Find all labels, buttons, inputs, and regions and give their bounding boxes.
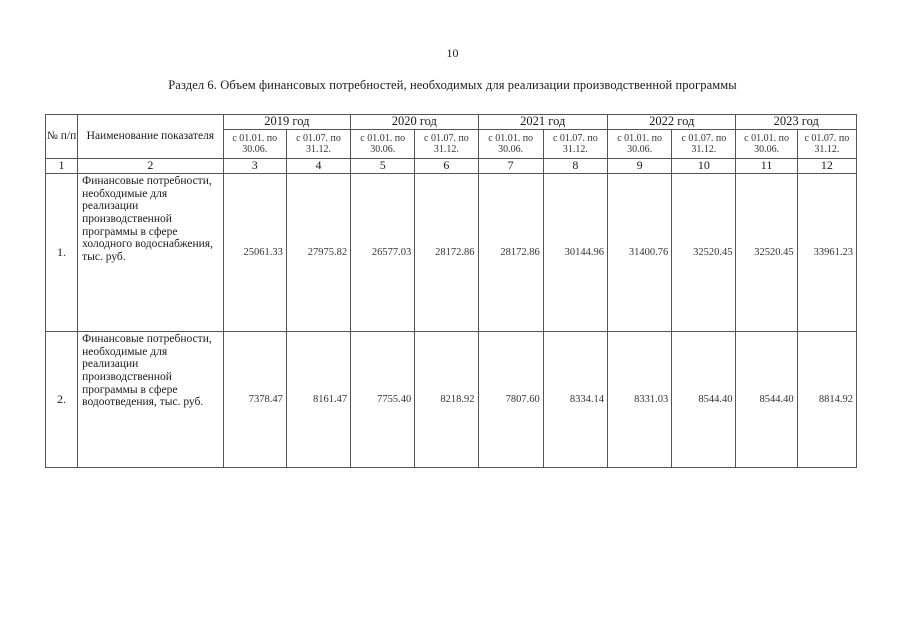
column-index: 2 <box>78 159 224 174</box>
value-cell: 28172.86 <box>478 174 543 332</box>
table-row <box>46 174 857 332</box>
value-cell: 8814.92 <box>797 332 856 468</box>
column-index: 7 <box>478 159 543 174</box>
value-cell: 7807.60 <box>478 332 543 468</box>
value-cell: 8161.47 <box>286 332 350 468</box>
header-period: с 01.01. по 30.06. <box>223 130 286 159</box>
value-cell: 32520.45 <box>672 174 736 332</box>
column-index: 10 <box>672 159 736 174</box>
value-cell: 27975.82 <box>286 174 350 332</box>
indicator-name: Финансовые потребности, необходимые для реализации производственной программы в сфере водоотведения, тыс. руб. <box>78 332 224 468</box>
header-period: с 01.01. по 30.06. <box>608 130 672 159</box>
column-index: 4 <box>286 159 350 174</box>
header-year: 2022 год <box>608 115 736 130</box>
value-cell: 8544.40 <box>736 332 797 468</box>
value-cell: 31400.76 <box>608 174 672 332</box>
column-index: 8 <box>543 159 607 174</box>
column-index: 9 <box>608 159 672 174</box>
column-index-row <box>46 159 857 174</box>
row-number: 2. <box>46 332 78 468</box>
header-row-years <box>46 115 857 130</box>
page-number: 10 <box>446 46 459 60</box>
header-year: 2023 год <box>736 115 857 130</box>
header-period: с 01.07. по 31.12. <box>543 130 607 159</box>
column-index: 5 <box>351 159 415 174</box>
column-index: 12 <box>797 159 856 174</box>
header-year: 2020 год <box>351 115 478 130</box>
header-indicator-name: Наименование показателя <box>78 115 224 159</box>
indicator-name: Финансовые потребности, необходимые для реализации производственной программы в сфере холодного водоснабжения, тыс. руб. <box>78 174 224 332</box>
header-period: с 01.07. по 31.12. <box>797 130 856 159</box>
value-cell: 7755.40 <box>351 332 415 468</box>
header-year: 2019 год <box>223 115 350 130</box>
header-year: 2021 год <box>478 115 607 130</box>
table-row <box>46 332 857 468</box>
value-cell: 32520.45 <box>736 174 797 332</box>
value-cell: 8544.40 <box>672 332 736 468</box>
header-period: с 01.07. по 31.12. <box>415 130 478 159</box>
column-index: 6 <box>415 159 478 174</box>
column-index: 11 <box>736 159 797 174</box>
value-cell: 30144.96 <box>543 174 607 332</box>
value-cell: 28172.86 <box>415 174 478 332</box>
value-cell: 25061.33 <box>223 174 286 332</box>
value-cell: 26577.03 <box>351 174 415 332</box>
value-cell: 8334.14 <box>543 332 607 468</box>
header-period: с 01.01. по 30.06. <box>478 130 543 159</box>
value-cell: 7378.47 <box>223 332 286 468</box>
header-period: с 01.01. по 30.06. <box>351 130 415 159</box>
column-index: 3 <box>223 159 286 174</box>
financial-needs-table <box>45 114 857 468</box>
row-number: 1. <box>46 174 78 332</box>
value-cell: 33961.23 <box>797 174 856 332</box>
header-period: с 01.07. по 31.12. <box>286 130 350 159</box>
header-period: с 01.07. по 31.12. <box>672 130 736 159</box>
header-row-number: № п/п <box>46 115 78 159</box>
value-cell: 8218.92 <box>415 332 478 468</box>
section-title: Раздел 6. Объем финансовых потребностей, необходимых для реализации производственной программы <box>168 78 737 92</box>
column-index: 1 <box>46 159 78 174</box>
value-cell: 8331.03 <box>608 332 672 468</box>
header-period: с 01.01. по 30.06. <box>736 130 797 159</box>
